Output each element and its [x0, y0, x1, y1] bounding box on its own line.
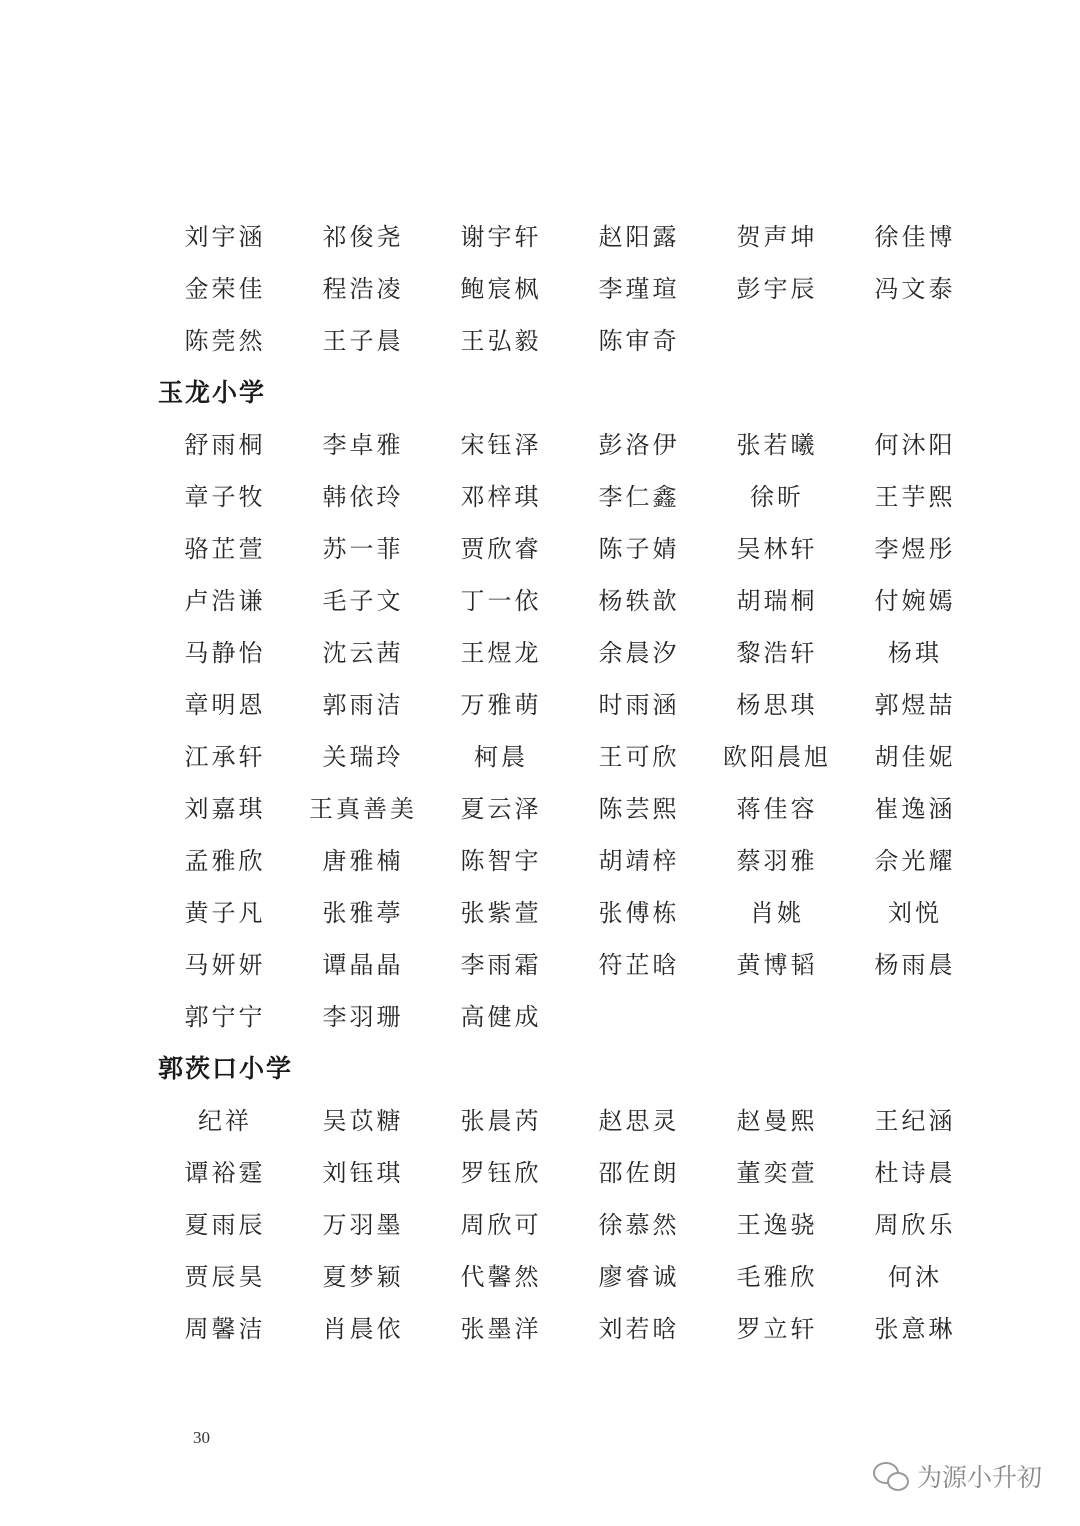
school-title: 玉龙小学: [158, 378, 267, 407]
student-name: 李瑾瑄: [598, 275, 680, 303]
student-name: 王纪涵: [874, 1107, 956, 1135]
student-name: 张若曦: [736, 431, 818, 459]
student-name: 苏一菲: [322, 535, 404, 563]
student-name: 王可欣: [598, 743, 680, 771]
student-name: 赵阳露: [598, 223, 680, 251]
student-name: 邓梓琪: [460, 483, 542, 511]
student-name: 贾欣睿: [460, 535, 542, 563]
student-name: 刘若晗: [598, 1315, 680, 1343]
student-name: 贺声坤: [736, 223, 818, 251]
student-name: 赵思灵: [598, 1107, 680, 1135]
student-name: 肖晨依: [322, 1315, 404, 1343]
student-name: 王煜龙: [460, 639, 542, 667]
student-name: 时雨涵: [598, 691, 680, 719]
student-name: 张雅葶: [322, 899, 404, 927]
student-name: 程浩凌: [322, 275, 404, 303]
student-name: 毛子文: [322, 587, 404, 615]
student-name: 陈莞然: [184, 327, 266, 355]
student-name: 马静怡: [184, 639, 266, 667]
student-name: 关瑞玲: [322, 743, 404, 771]
student-name: 唐雅楠: [322, 847, 404, 875]
school-title: 郭茨口小学: [158, 1054, 294, 1083]
student-name: 江承轩: [184, 743, 266, 771]
student-name: 胡佳妮: [874, 743, 956, 771]
student-name: 何沐阳: [874, 431, 956, 459]
student-name: 刘嘉琪: [184, 795, 266, 823]
student-name: 陈芸熙: [598, 795, 680, 823]
student-name: 罗钰欣: [460, 1159, 542, 1187]
student-name: 王真善美: [309, 795, 417, 823]
student-name: 金荣佳: [184, 275, 266, 303]
student-name: 周馨洁: [184, 1315, 266, 1343]
student-name: 王逸骁: [736, 1211, 818, 1239]
student-name: 丁一依: [460, 587, 542, 615]
student-name: 万雅萌: [460, 691, 542, 719]
student-name: 佘光耀: [874, 847, 956, 875]
student-name: 卢浩谦: [184, 587, 266, 615]
student-name: 刘宇涵: [184, 223, 266, 251]
watermark-text: 为源小升初: [916, 1463, 1042, 1492]
student-name: 万羽墨: [322, 1211, 404, 1239]
school-section: [0, 1043, 1080, 1355]
student-name: 冯文泰: [874, 275, 956, 303]
student-name: 崔逸涵: [874, 795, 956, 823]
student-name: 吴林轩: [736, 535, 818, 563]
student-name: 李仁鑫: [598, 483, 680, 511]
student-name: 陈智宇: [460, 847, 542, 875]
student-name: 欧阳晨旭: [723, 743, 831, 771]
wechat-icon: [873, 1461, 909, 1491]
student-name: 刘悦: [888, 899, 942, 927]
name-grid: [156, 211, 984, 367]
student-name: 孟雅欣: [184, 847, 266, 875]
student-name: 谭裕霆: [184, 1159, 266, 1187]
student-name: 余晨汐: [598, 639, 680, 667]
student-name: 王子晨: [322, 327, 404, 355]
student-name: 杨轶歆: [598, 587, 680, 615]
student-name: 张意琳: [874, 1315, 956, 1343]
student-name: 陈子婧: [598, 535, 680, 563]
name-grid: [156, 1095, 984, 1355]
student-name: 纪祥: [198, 1107, 252, 1135]
student-name: 胡瑞桐: [736, 587, 818, 615]
name-grid: [156, 419, 984, 1043]
student-name: 夏雨辰: [184, 1211, 266, 1239]
student-name: 郭煜喆: [874, 691, 956, 719]
student-name: 黄博韬: [736, 951, 818, 979]
student-name: 徐昕: [750, 483, 804, 511]
student-name: 夏梦颖: [322, 1263, 404, 1291]
student-name: 柯晨: [474, 743, 528, 771]
student-name: 何沐: [888, 1263, 942, 1291]
watermark: [873, 1458, 1042, 1494]
student-name: 蔡羽雅: [736, 847, 818, 875]
student-name: 刘钰琪: [322, 1159, 404, 1187]
student-name: 韩依玲: [322, 483, 404, 511]
student-name: 祁俊尧: [322, 223, 404, 251]
student-name: 章明恩: [184, 691, 266, 719]
student-name: 马妍妍: [184, 951, 266, 979]
student-name: 王芋熙: [874, 483, 956, 511]
student-name: 骆芷萱: [184, 535, 266, 563]
student-name: 张紫萱: [460, 899, 542, 927]
student-name: 黎浩轩: [736, 639, 818, 667]
name-list-sections: [0, 211, 1080, 1355]
page-number: 30: [193, 1428, 210, 1447]
student-name: 代馨然: [460, 1263, 542, 1291]
student-name: 杨雨晨: [874, 951, 956, 979]
student-name: 杨琪: [888, 639, 942, 667]
student-name: 李羽珊: [322, 1003, 404, 1031]
student-name: 毛雅欣: [736, 1263, 818, 1291]
student-name: 张傅栋: [598, 899, 680, 927]
school-section: [0, 211, 1080, 367]
student-name: 胡靖梓: [598, 847, 680, 875]
student-name: 张晨芮: [460, 1107, 542, 1135]
student-name: 蒋佳容: [736, 795, 818, 823]
student-name: 杨思琪: [736, 691, 818, 719]
student-name: 黄子凡: [184, 899, 266, 927]
student-name: 郭宁宁: [184, 1003, 266, 1031]
student-name: 沈云茜: [322, 639, 404, 667]
student-name: 陈审奇: [598, 327, 680, 355]
student-name: 郭雨洁: [322, 691, 404, 719]
student-name: 付婉嫣: [874, 587, 956, 615]
student-name: 夏云泽: [460, 795, 542, 823]
student-name: 李煜彤: [874, 535, 956, 563]
student-name: 高健成: [460, 1003, 542, 1031]
student-name: 杜诗晨: [874, 1159, 956, 1187]
student-name: 徐慕然: [598, 1211, 680, 1239]
student-name: 吴苡糖: [322, 1107, 404, 1135]
student-name: 宋钰泽: [460, 431, 542, 459]
school-section: [0, 367, 1080, 1043]
student-name: 鲍宸枫: [460, 275, 542, 303]
student-name: 肖姚: [750, 899, 804, 927]
student-name: 罗立轩: [736, 1315, 818, 1343]
student-name: 符芷晗: [598, 951, 680, 979]
student-name: 徐佳博: [874, 223, 956, 251]
student-name: 谭晶晶: [322, 951, 404, 979]
student-name: 周欣可: [460, 1211, 542, 1239]
student-name: 章子牧: [184, 483, 266, 511]
student-name: 李卓雅: [322, 431, 404, 459]
student-name: 周欣乐: [874, 1211, 956, 1239]
student-name: 董奕萱: [736, 1159, 818, 1187]
student-name: 谢宇轩: [460, 223, 542, 251]
student-name: 李雨霜: [460, 951, 542, 979]
student-name: 彭洛伊: [598, 431, 680, 459]
student-name: 王弘毅: [460, 327, 542, 355]
student-name: 赵曼熙: [736, 1107, 818, 1135]
student-name: 张墨洋: [460, 1315, 542, 1343]
student-name: 邵佐朗: [598, 1159, 680, 1187]
student-name: 贾辰昊: [184, 1263, 266, 1291]
student-name: 舒雨桐: [184, 431, 266, 459]
student-name: 廖睿诚: [598, 1263, 680, 1291]
student-name: 彭宇辰: [736, 275, 818, 303]
